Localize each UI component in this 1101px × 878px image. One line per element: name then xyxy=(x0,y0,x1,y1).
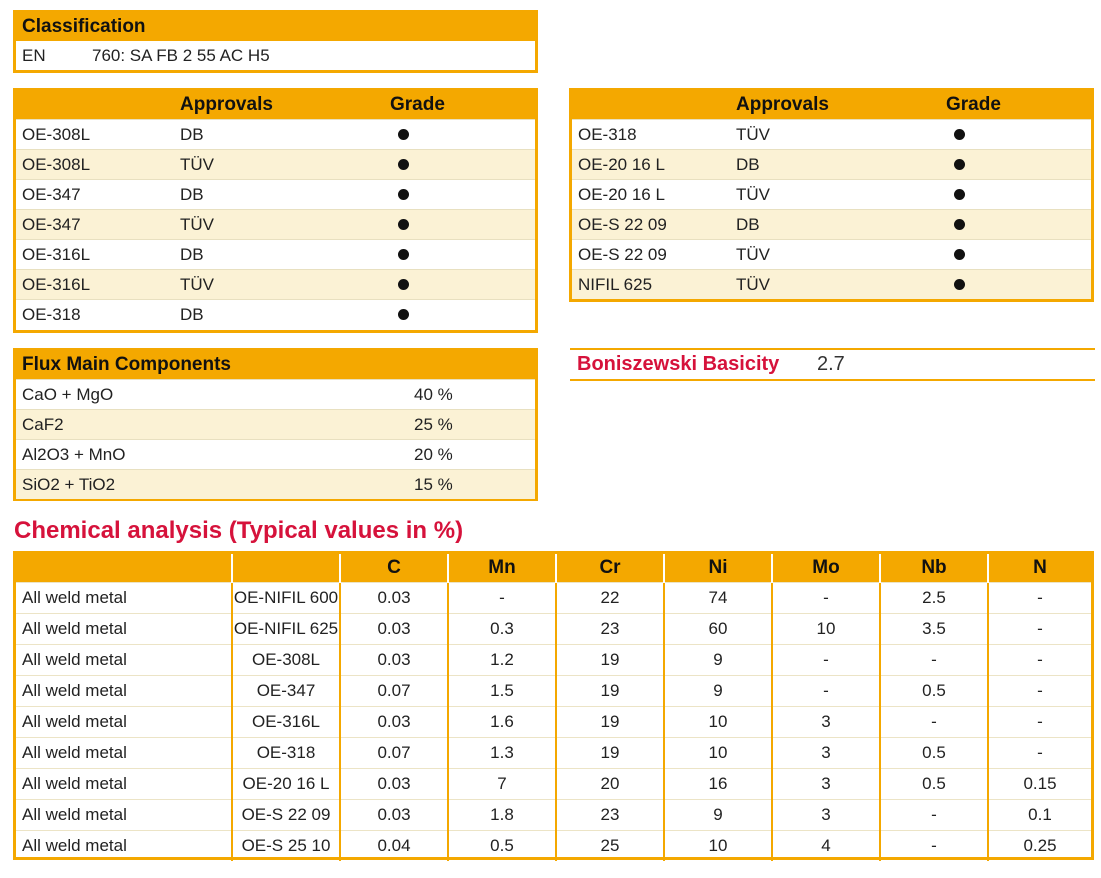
product-name: OE-318 xyxy=(578,124,637,144)
element-value: 1.8 xyxy=(448,800,556,831)
element-value: 10 xyxy=(664,831,772,862)
chemical-analysis-table xyxy=(13,551,1094,860)
chemical-row xyxy=(16,738,1091,769)
classification-row xyxy=(16,41,535,71)
product-name: OE-308L xyxy=(22,154,91,174)
chemical-body xyxy=(16,583,1091,862)
flux-percent: 15 % xyxy=(414,474,453,494)
classification-designation: 760: SA FB 2 55 AC H5 xyxy=(92,46,270,65)
classification-standard: EN xyxy=(22,46,46,65)
element-value: 0.03 xyxy=(340,800,448,831)
approval-row xyxy=(572,179,1091,209)
element-value: 0.15 xyxy=(988,769,1091,800)
flux-title: Flux Main Components xyxy=(22,354,231,375)
flux-rows xyxy=(16,379,535,499)
approval-row xyxy=(16,209,535,239)
grade-cell xyxy=(946,125,1086,145)
element-value: 0.03 xyxy=(340,769,448,800)
approval-body: DB xyxy=(180,184,204,204)
chemical-row xyxy=(16,831,1091,862)
product-name: OE-347 xyxy=(22,214,81,234)
chemical-header-cell: N xyxy=(988,554,1091,583)
element-value: - xyxy=(988,583,1091,614)
row-product: OE-NIFIL 600 xyxy=(232,583,340,614)
approval-row xyxy=(572,239,1091,269)
element-value: 19 xyxy=(556,645,664,676)
approval-body: TÜV xyxy=(180,214,214,234)
chemical-header-cell: Cr xyxy=(556,554,664,583)
approvals-right-header xyxy=(572,91,1091,119)
product-name: OE-347 xyxy=(22,184,81,204)
row-product: OE-NIFIL 625 xyxy=(232,614,340,645)
approvals-right-rows xyxy=(572,119,1091,299)
row-product: OE-20 16 L xyxy=(232,769,340,800)
approval-body: TÜV xyxy=(736,184,770,204)
element-value: 1.5 xyxy=(448,676,556,707)
row-product: OE-S 22 09 xyxy=(232,800,340,831)
row-description: All weld metal xyxy=(16,645,232,676)
element-value: - xyxy=(880,707,988,738)
product-name: OE-316L xyxy=(22,274,91,294)
element-value: 3 xyxy=(772,738,880,769)
grade-cell xyxy=(390,125,530,145)
grade-cell xyxy=(390,155,530,175)
flux-component: Al2O3 + MnO xyxy=(22,444,126,464)
basicity-value: 2.7 xyxy=(817,353,845,375)
classification-panel xyxy=(13,10,538,73)
approval-body: DB xyxy=(180,124,204,144)
element-value: 10 xyxy=(664,738,772,769)
grade-cell xyxy=(946,275,1086,295)
element-value: - xyxy=(988,738,1091,769)
grade-header-label: Grade xyxy=(946,94,1001,115)
chemical-header-cell: Mn xyxy=(448,554,556,583)
grade-dot-icon xyxy=(398,249,409,260)
approvals-header-label: Approvals xyxy=(180,94,273,115)
element-value: - xyxy=(448,583,556,614)
grade-dot-icon xyxy=(398,159,409,170)
element-value: 1.3 xyxy=(448,738,556,769)
row-description: All weld metal xyxy=(16,583,232,614)
element-value: 0.1 xyxy=(988,800,1091,831)
element-value: 0.03 xyxy=(340,583,448,614)
grade-dot-icon xyxy=(954,129,965,140)
grade-dot-icon xyxy=(398,129,409,140)
grade-dot-icon xyxy=(954,249,965,260)
chemical-analysis-title: Chemical analysis (Typical values in %) xyxy=(14,517,464,544)
chemical-row xyxy=(16,583,1091,614)
chemical-header-row xyxy=(16,554,1091,583)
chemical-header-cell xyxy=(16,554,232,583)
approval-row xyxy=(572,119,1091,149)
product-name: OE-318 xyxy=(22,304,81,324)
chemical-row xyxy=(16,769,1091,800)
grade-cell xyxy=(946,245,1086,265)
approval-row xyxy=(16,269,535,299)
element-value: 9 xyxy=(664,676,772,707)
flux-row xyxy=(16,409,535,439)
flux-component: SiO2 + TiO2 xyxy=(22,474,116,494)
element-value: 3.5 xyxy=(880,614,988,645)
element-value: 1.2 xyxy=(448,645,556,676)
classification-header xyxy=(16,13,535,41)
row-description: All weld metal xyxy=(16,738,232,769)
row-description: All weld metal xyxy=(16,769,232,800)
grade-cell xyxy=(390,275,530,295)
row-product: OE-316L xyxy=(232,707,340,738)
approval-body: DB xyxy=(180,244,204,264)
element-value: 23 xyxy=(556,800,664,831)
approval-body: TÜV xyxy=(180,274,214,294)
grade-cell xyxy=(946,215,1086,235)
approval-row xyxy=(572,269,1091,299)
element-value: 0.5 xyxy=(448,831,556,862)
row-description: All weld metal xyxy=(16,707,232,738)
grade-cell xyxy=(390,305,530,325)
element-value: 22 xyxy=(556,583,664,614)
chemical-row xyxy=(16,707,1091,738)
approval-row xyxy=(16,239,535,269)
chemical-row xyxy=(16,614,1091,645)
row-product: OE-347 xyxy=(232,676,340,707)
grade-dot-icon xyxy=(954,279,965,290)
element-value: - xyxy=(988,645,1091,676)
approval-row xyxy=(16,149,535,179)
element-value: 4 xyxy=(772,831,880,862)
element-value: - xyxy=(880,645,988,676)
classification-title: Classification xyxy=(22,16,146,37)
product-name: OE-20 16 L xyxy=(578,154,665,174)
element-value: 0.5 xyxy=(880,769,988,800)
flux-percent: 25 % xyxy=(414,414,453,434)
grade-cell xyxy=(390,215,530,235)
element-value: 0.03 xyxy=(340,645,448,676)
chemical-header-cell: Mo xyxy=(772,554,880,583)
element-value: 0.25 xyxy=(988,831,1091,862)
flux-row xyxy=(16,439,535,469)
product-name: OE-308L xyxy=(22,124,91,144)
approval-body: DB xyxy=(736,214,760,234)
flux-component: CaF2 xyxy=(22,414,64,434)
chemical-header-cell: Ni xyxy=(664,554,772,583)
grade-dot-icon xyxy=(954,219,965,230)
element-value: 19 xyxy=(556,738,664,769)
element-value: 3 xyxy=(772,769,880,800)
product-name: OE-S 22 09 xyxy=(578,214,667,234)
element-value: - xyxy=(772,583,880,614)
flux-component: CaO + MgO xyxy=(22,384,114,404)
grade-cell xyxy=(390,185,530,205)
approval-body: TÜV xyxy=(736,244,770,264)
product-name: NIFIL 625 xyxy=(578,274,653,294)
approvals-left-header xyxy=(16,91,535,119)
flux-percent: 40 % xyxy=(414,384,453,404)
chemical-header-cell: Nb xyxy=(880,554,988,583)
grade-cell xyxy=(390,245,530,265)
grade-cell xyxy=(946,185,1086,205)
element-value: - xyxy=(880,800,988,831)
grade-cell xyxy=(946,155,1086,175)
element-value: 0.07 xyxy=(340,738,448,769)
approvals-left-rows xyxy=(16,119,535,329)
approvals-header-label: Approvals xyxy=(736,94,829,115)
row-description: All weld metal xyxy=(16,831,232,862)
grade-dot-icon xyxy=(398,189,409,200)
approval-body: DB xyxy=(736,154,760,174)
element-value: 74 xyxy=(664,583,772,614)
element-value: 25 xyxy=(556,831,664,862)
approval-row xyxy=(572,209,1091,239)
element-value: - xyxy=(988,676,1091,707)
element-value: 16 xyxy=(664,769,772,800)
element-value: 0.5 xyxy=(880,738,988,769)
element-value: 19 xyxy=(556,676,664,707)
approval-body: DB xyxy=(180,304,204,324)
row-product: OE-308L xyxy=(232,645,340,676)
chemical-header-cell: C xyxy=(340,554,448,583)
grade-dot-icon xyxy=(954,189,965,200)
element-value: 0.5 xyxy=(880,676,988,707)
flux-percent: 20 % xyxy=(414,444,453,464)
row-product: OE-S 25 10 xyxy=(232,831,340,862)
grade-dot-icon xyxy=(398,279,409,290)
grade-dot-icon xyxy=(398,219,409,230)
approval-body: TÜV xyxy=(736,274,770,294)
element-value: 10 xyxy=(772,614,880,645)
approval-body: TÜV xyxy=(180,154,214,174)
element-value: 2.5 xyxy=(880,583,988,614)
element-value: 9 xyxy=(664,800,772,831)
approval-row xyxy=(572,149,1091,179)
row-product: OE-318 xyxy=(232,738,340,769)
element-value: - xyxy=(772,676,880,707)
grade-header-label: Grade xyxy=(390,94,445,115)
chemical-row xyxy=(16,645,1091,676)
product-name: OE-S 22 09 xyxy=(578,244,667,264)
approvals-table-left xyxy=(13,88,538,333)
element-value: 7 xyxy=(448,769,556,800)
element-value: 23 xyxy=(556,614,664,645)
chemical-row xyxy=(16,676,1091,707)
element-value: - xyxy=(772,645,880,676)
approval-row xyxy=(16,299,535,329)
element-value: 9 xyxy=(664,645,772,676)
element-value: 20 xyxy=(556,769,664,800)
element-value: - xyxy=(988,707,1091,738)
row-description: All weld metal xyxy=(16,614,232,645)
grade-dot-icon xyxy=(954,159,965,170)
approval-body: TÜV xyxy=(736,124,770,144)
element-value: - xyxy=(988,614,1091,645)
flux-header xyxy=(16,351,535,379)
element-value: 10 xyxy=(664,707,772,738)
row-description: All weld metal xyxy=(16,676,232,707)
element-value: 0.3 xyxy=(448,614,556,645)
product-name: OE-316L xyxy=(22,244,91,264)
approval-row xyxy=(16,119,535,149)
flux-row xyxy=(16,379,535,409)
element-value: 1.6 xyxy=(448,707,556,738)
basicity-label: Boniszewski Basicity xyxy=(577,353,780,375)
flux-row xyxy=(16,469,535,499)
chemical-header-cell xyxy=(232,554,340,583)
approval-row xyxy=(16,179,535,209)
product-name: OE-20 16 L xyxy=(578,184,665,204)
element-value: 0.04 xyxy=(340,831,448,862)
chemical-row xyxy=(16,800,1091,831)
element-value: 60 xyxy=(664,614,772,645)
element-value: 0.03 xyxy=(340,707,448,738)
approvals-table-right xyxy=(569,88,1094,302)
flux-components-panel xyxy=(13,348,538,501)
element-value: 3 xyxy=(772,707,880,738)
element-value: 3 xyxy=(772,800,880,831)
element-value: - xyxy=(880,831,988,862)
element-value: 19 xyxy=(556,707,664,738)
basicity-panel xyxy=(570,348,1095,381)
element-value: 0.07 xyxy=(340,676,448,707)
grade-dot-icon xyxy=(398,309,409,320)
row-description: All weld metal xyxy=(16,800,232,831)
element-value: 0.03 xyxy=(340,614,448,645)
